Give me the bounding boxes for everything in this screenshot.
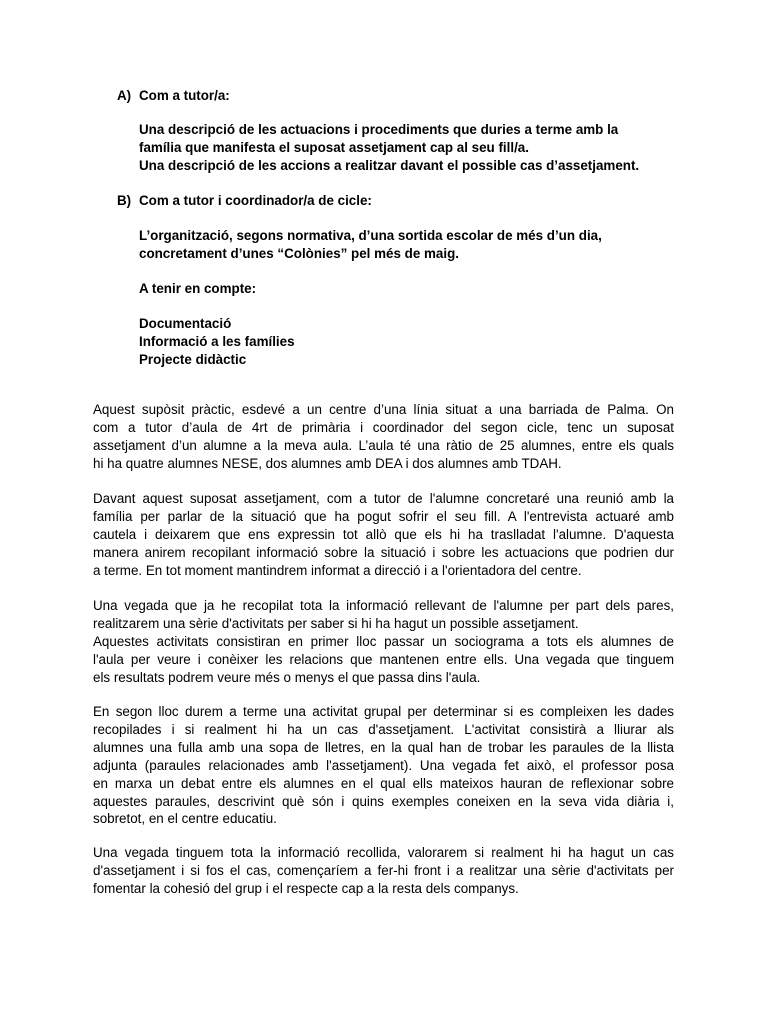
paragraph-line: com a tutor d’aula de 4rt de primària i coordinador del segon cicle, tenc un suposat [93,419,674,435]
paragraph-line: assetjament d’un alumne a la meva aula. L’aula té una ràtio de 25 alumnes, entre els quals [93,437,674,453]
paragraph-line: hi ha quatre alumnes NESE, dos alumnes amb DEA i dos alumnes amb TDAH. [93,455,562,471]
section-b-header [117,192,372,210]
considerations-item: Projecte didàctic [139,352,247,367]
paragraph-2 [93,490,674,580]
paragraph-line: Una vegada tinguem tota la informació recollida, valorarem si realment hi ha hagut un cas [93,845,674,860]
paragraph-3 [93,597,674,687]
section-b-body [139,227,602,263]
section-a-header [117,87,230,105]
paragraph-line: adjunta (paraules relacionades amb l'assetjament). Una vegada fet això, el professor posa [93,757,674,773]
section-a-line: Una descripció de les accions a realitzar davant el possible cas d’assetjament. [139,158,640,173]
section-b-marker: B) [117,193,132,208]
section-b-title: Com a tutor i coordinador/a de cicle: [139,193,372,208]
paragraph-line: Davant aquest suposat assetjament, com a tutor de l'alumne concretaré una reunió amb la [93,491,674,506]
paragraph-line: realitzarem una sèrie d'activitats per saber si hi ha hagut un possible assetjament. [93,615,579,631]
paragraph-line: Aquestes activitats consistiran en primer lloc passar un sociograma a tots els alumnes de [93,633,674,649]
paragraph-line: recopilades i si realment hi ha un cas d'assetjament. L'activitat consistirà a lliurar als [93,721,674,737]
considerations-item: Informació a les famílies [139,334,295,349]
paragraph-line: En segon lloc durem a terme una activitat grupal per determinar si es compleixen les dades [93,704,674,719]
paragraph-line: Una vegada que ja he recopilat tota la informació rellevant de l'alumne per part dels pares, [93,598,674,613]
section-a-line: família que manifesta el suposat assetjament cap al seu fill/a. [139,140,529,155]
paragraph-line: en marxa un debat entre els alumnes en el qual ells mateixos hauran de reflexionar sobre [93,775,674,791]
paragraph-1 [93,401,674,473]
paragraph-line: aquestes paraules, descrivint què són i quins exemples coneixen en la seva vida diària i, [93,793,674,809]
section-a-body [139,121,639,175]
paragraph-line: alumnes una fulla amb una sopa de lletres, en la qual han de trobar les paraules de la llista [93,739,674,755]
paragraph-5 [93,844,674,898]
paragraph-line: d'assetjament i si fos el cas, començaríem a fer-hi front i a realitzar una sèrie d'activitats per [93,862,674,878]
considerations-item: Documentació [139,316,232,331]
paragraph-line: fomentar la cohesió del grup i el respecte cap a la resta dels companys. [93,880,519,896]
paragraph-line: sobretot, en el centre educatiu. [93,811,277,827]
considerations-title: A tenir en compte: [139,281,257,296]
section-b-line: concretament d’unes “Colònies” pel més de maig. [139,246,459,261]
paragraph-line: cautela i deixarem que ens expressin tot allò que els hi ha traslladat l'alumne. D'aquesta [93,526,674,542]
paragraph-line: família per parlar de la situació que ha pogut sofrir el seu fill. A l'entrevista actuaré amb [93,508,674,524]
paragraph-4 [93,703,674,828]
paragraph-line: a terme. En tot moment mantindrem informat a direcció i a l'orientadora del centre. [93,562,582,578]
section-a-title: Com a tutor/a: [139,88,230,103]
section-a-marker: A) [117,88,132,103]
paragraph-line: manera anirem recopilant informació sobre la situació i sobre les actuacions que podrien dur [93,544,674,560]
section-b-line: L’organització, segons normativa, d’una sortida escolar de més d’un dia, [139,228,602,243]
paragraph-line: els resultats podrem veure més o menys el que passa dins l'aula. [93,669,481,685]
paragraph-line: Aquest supòsit pràctic, esdevé a un centre d’una línia situat a una barriada de Palma. On [93,402,674,417]
considerations-list [139,315,295,369]
section-a-line: Una descripció de les actuacions i procediments que duries a terme amb la [139,122,619,137]
paragraph-line: l'aula per veure i conèixer les relacions que mantenen entre ells. Una vegada que tinguem [93,651,674,667]
